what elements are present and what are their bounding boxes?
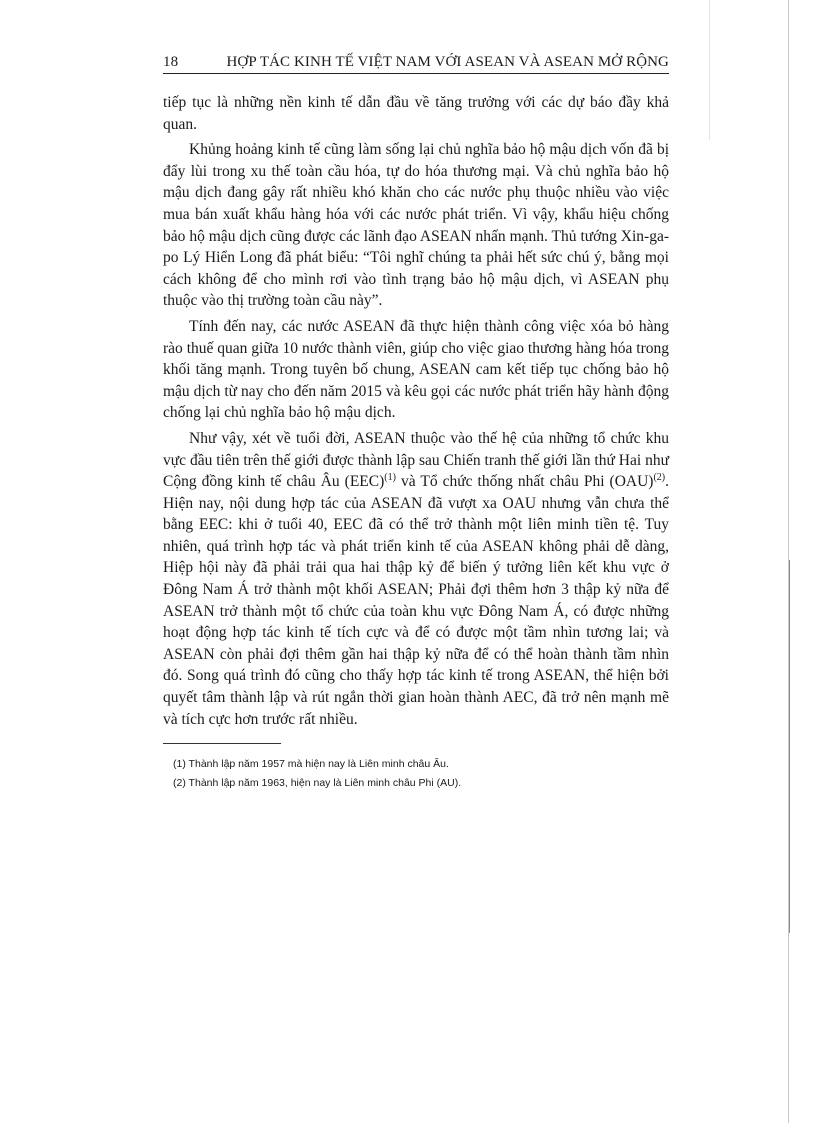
running-header <box>163 54 669 74</box>
scan-edge-mark <box>709 0 710 140</box>
paragraph-text: và Tổ chức thống nhất châu Phi (OAU) <box>395 473 654 491</box>
paragraph-continuation: tiếp tục là những nền kinh tế dẫn đầu về tăng trưởng với các dự báo đầy khả quan. <box>163 94 669 133</box>
footnote-ref-2: (2) <box>653 472 666 484</box>
book-page <box>163 54 669 793</box>
footnote-divider <box>163 743 281 744</box>
running-title: HỢP TÁC KINH TẾ VIỆT NAM VỚI ASEAN VÀ ASEAN MỞ RỘNG <box>226 54 669 70</box>
page-number: 18 <box>163 54 179 70</box>
scan-edge-shadow <box>789 560 790 933</box>
footnote-ref-1: (1) <box>384 472 396 484</box>
footnotes <box>163 755 669 793</box>
footnote-2: (2) Thành lập năm 1963, hiện nay là Liên minh châu Phi (AU). <box>173 777 462 790</box>
paragraph-tariffs: Tính đến nay, các nước ASEAN đã thực hiện thành công việc xóa bỏ hàng rào thuế quan giữa 10 nước thành viên, giúp cho việc giao thương hàng hóa trong khối tăng mạnh. Trong tuyên bố chung, ASEAN cam kết tiếp tục chống bảo hộ mậu dịch từ nay cho đến năm 2015 và kêu gọi các nước phát triển hãy hành động chống lại chủ nghĩa bảo hộ mậu dịch. <box>163 317 669 422</box>
paragraph-asean-history <box>163 428 669 730</box>
paragraph-protectionism: Khủng hoảng kinh tế cũng làm sống lại chủ nghĩa bảo hộ mậu dịch vốn đã bị đẩy lùi trong xu thế toàn cầu hóa, tự do hóa thương mại. Và chủ nghĩa bảo hộ mậu dịch đang gây rất nhiều khó khăn cho các nước phụ thuộc nhiều vào việc mua bán xuất khẩu hàng hóa với các nước phát triển. Vì vậy, khẩu hiệu chống bảo hộ mậu dịch cũng được các lãnh đạo ASEAN nhấn mạnh. Thủ tướng Xin-ga-po Lý Hiển Long đã phát biểu: “Tôi nghĩ chúng ta phải hết sức chú ý, bằng mọi cách không để cho mình rơi vào tình trạng bảo hộ mậu dịch, vì ASEAN phụ thuộc vào thị trường toàn cầu này”. <box>163 141 669 310</box>
footnote-1: (1) Thành lập năm 1957 mà hiện nay là Liên minh châu Âu. <box>173 758 449 771</box>
paragraph-text: Như vậy, xét về tuổi đời, ASEAN thuộc vào thế hệ của những tổ chức khu vực đầu tiên trên thế giới được thành lập sau Chiến tranh thế giới lần thứ Hai như Cộng đồng kinh tế châu Âu (EEC) <box>163 429 669 491</box>
body-text <box>163 92 669 730</box>
paragraph-text: . Hiện nay, nội dung hợp tác của ASEAN đã vượt xa OAU nhưng vẫn chưa thể bằng EEC: khi ở tuổi 40, EEC đã có thể trở thành một liên minh tiền tệ. Tuy nhiên, quá trình hợp tác và phát triển kinh tế của ASEAN không phải dễ dàng, Hiệp hội này đã phải trải qua hai thập kỷ để biến ý tưởng liên kết khu vực ở Đông Nam Á trở thành một khối ASEAN; Phải đợi thêm hơn 3 thập kỷ nữa để ASEAN trở thành một tổ chức của toàn khu vực Đông Nam Á, có được những hoạt động hợp tác kinh tế tích cực và để có được một tầm nhìn tương lai; và ASEAN còn phải đợi thêm gần hai thập kỷ nữa để có thể hoàn thành tầm nhìn đó. Song quá trình đó cũng cho thấy hợp tác kinh tế trong ASEAN, thể hiện bởi quyết tâm thành lập và rút ngắn thời gian hoàn thành AEC, đã trở nên mạnh mẽ và tích cực hơn trước rất nhiều. <box>163 473 669 728</box>
